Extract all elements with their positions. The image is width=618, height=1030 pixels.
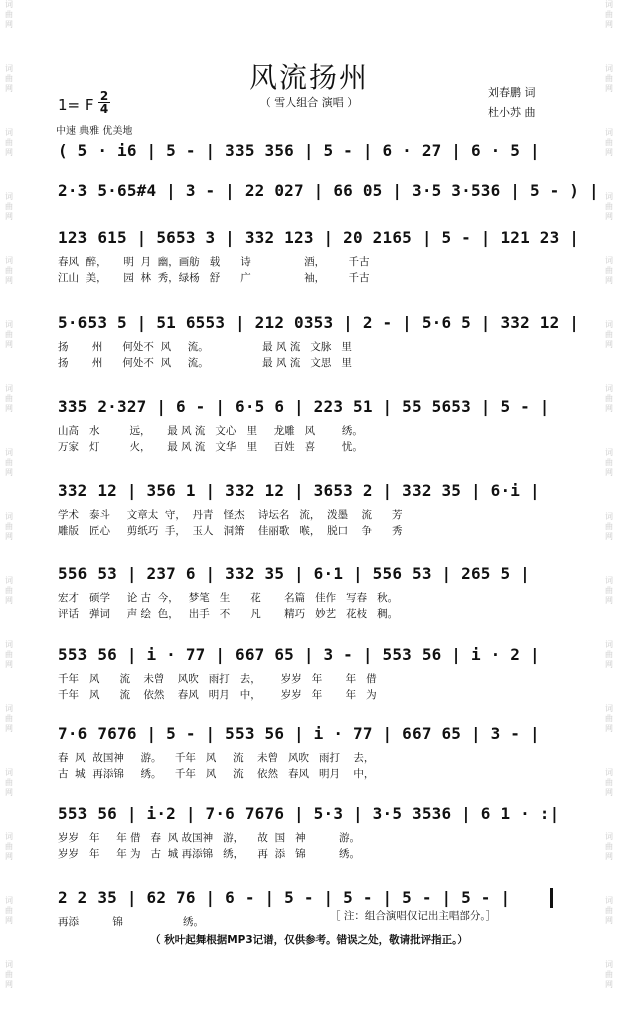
notation-line: 2 2 35 | 62 76 | 6 - | 5 - | 5 - | 5 - | 5 - | — [58, 888, 511, 907]
notation-line: 123 615 | 5653 3 | 332 123 | 20 2165 | 5 - | 121 23 | — [58, 228, 580, 247]
notation-line: 335 2·327 | 6 - | 6·5 6 | 223 51 | 55 5653 | 5 - | — [58, 397, 550, 416]
watermark-left: 词曲网 词曲网 词曲网 词曲网 词曲网 词曲网 词曲网 词曲网 词曲网 词曲网 词曲网 词曲网 词曲网 词曲网 词曲网 词曲网 — [5, 0, 13, 989]
lyricist-credit: 刘春鹏 词 — [488, 86, 536, 99]
notation-line: 553 56 | i·2 | 7·6 7676 | 5·3 | 3·5 3536 | 6 1 · :| — [58, 804, 560, 823]
composer-credit: 杜小苏 曲 — [488, 106, 536, 119]
lyrics-verse-1: 扬 州 何处不 风 流。 最 风 流 文脉 里 — [58, 341, 352, 353]
notation-line: 332 12 | 356 1 | 332 12 | 3653 2 | 332 35 | 6·i | — [58, 481, 540, 500]
lyrics-verse-1: 春 风 故国神 游。 千年 风 流 未曾 风吹 雨打 去， — [58, 752, 375, 764]
lyrics-verse-2: 岁岁 年 年 为 古 城 再添锦 绣， 再 添 锦 绣。 — [58, 848, 360, 860]
time-signature-bottom: 4 — [99, 102, 109, 116]
lyrics-verse-2: 评话 弹词 声 绘 色， 出手 不 凡 精巧 妙艺 花枝 稠。 — [58, 608, 399, 620]
notation-line: 7·6 7676 | 5 - | 553 56 | i · 77 | 667 65 | 3 - | — [58, 724, 540, 743]
lyrics-verse-2: 古 城 再添锦 绣。 千年 风 流 依然 春风 明月 中， — [58, 768, 375, 780]
transcriber-credit: （ 秋叶起舞根据MP3记谱，仅供参考。错误之处，敬请批评指正。） — [150, 934, 468, 946]
final-barline — [550, 888, 553, 908]
lyrics-verse-1: 春风 醉， 明 月 幽，画舫 载 诗 酒， 千古 — [58, 256, 370, 268]
performance-note: ［ 注：组合演唱仅记出主唱部分。］ — [330, 910, 497, 922]
watermark-right: 词曲网 词曲网 词曲网 词曲网 词曲网 词曲网 词曲网 词曲网 词曲网 词曲网 词曲网 词曲网 词曲网 词曲网 词曲网 词曲网 — [605, 0, 613, 989]
lyrics-verse-1: 千年 风 流 未曾 风吹 雨打 去， 岁岁 年 年 借 — [58, 673, 377, 685]
lyrics-verse-1: 宏才 硕学 论 古 今， 梦笔 生 花 名篇 佳作 写春 秋。 — [58, 592, 399, 604]
notation-line: 5·653 5 | 51 6553 | 212 0353 | 2 - | 5·6 5 | 332 12 | — [58, 313, 580, 332]
key-signature: 1= F — [58, 96, 94, 114]
performer-credit: （ 雪人组合 演唱 ） — [259, 96, 359, 109]
notation-line: 556 53 | 237 6 | 332 35 | 6·1 | 556 53 | 265 5 | — [58, 564, 530, 583]
time-signature-top: 2 — [99, 89, 109, 103]
song-title: 风流扬州 — [248, 61, 369, 94]
lyrics-verse-2: 万家 灯 火， 最 风 流 文华 里 百姓 喜 忧。 — [58, 441, 363, 453]
time-signature — [98, 90, 110, 115]
lyrics-verse-2: 雕版 匠心 剪纸巧 手， 玉人 洞箫 佳丽歌 喉， 脱口 争 秀 — [58, 525, 403, 537]
lyrics-verse-1: 再添 锦 绣。 — [58, 916, 204, 928]
notation-line: ( 5 · i6 | 5 - | 335 356 | 5 - | 6 · 27 | 6 · 5 | — [58, 141, 540, 160]
tempo-marking: 中速 典雅 优美地 — [56, 126, 133, 137]
notation-line: 2·3 5·65#4 | 3 - | 22 027 | 66 05 | 3·5 3·536 | 5 - ) | — [58, 181, 599, 200]
lyrics-verse-2: 江山 美， 园 林 秀，绿杨 舒 广 袖， 千古 — [58, 272, 370, 284]
lyrics-verse-1: 学术 泰斗 文章太 守， 丹青 怪杰 诗坛名 流， 泼墨 流 芳 — [58, 509, 403, 521]
notation-line: 553 56 | i · 77 | 667 65 | 3 - | 553 56 | i · 2 | — [58, 645, 540, 664]
lyrics-verse-1: 山高 水 远， 最 风 流 文心 里 龙雕 风 绣。 — [58, 425, 363, 437]
lyrics-verse-2: 千年 风 流 依然 春风 明月 中， 岁岁 年 年 为 — [58, 689, 377, 701]
lyrics-verse-1: 岁岁 年 年 借 春 风 故国神 游， 故 国 神 游。 — [58, 832, 360, 844]
lyrics-verse-2: 扬 州 何处不 风 流。 最 风 流 文思 里 — [58, 357, 352, 369]
